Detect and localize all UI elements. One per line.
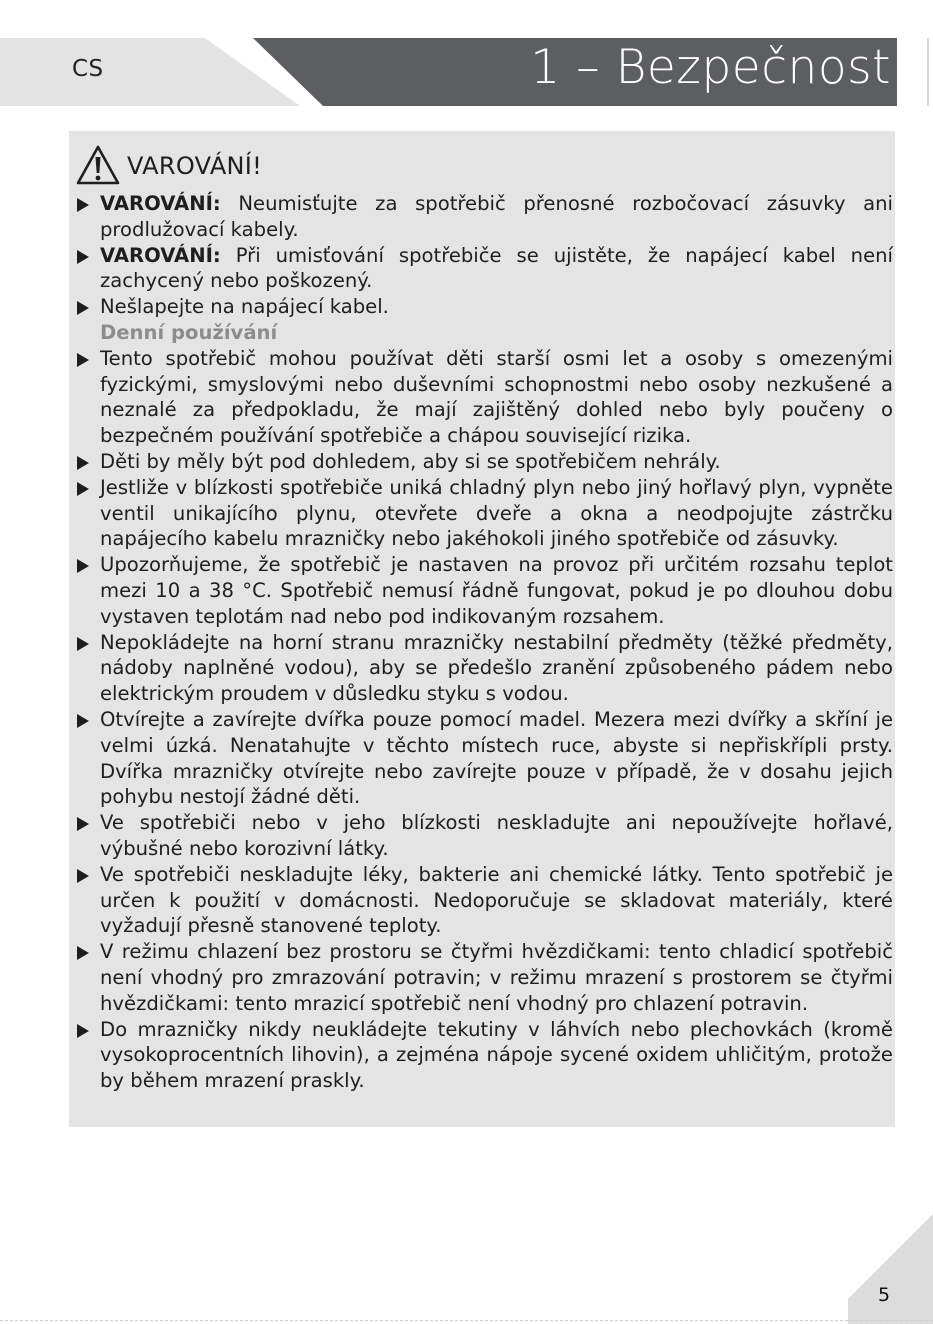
item-text: Neumisťujte za spotřebič přenosné rozbočovací zásuvky ani prodlužovací kabely.: [100, 192, 893, 241]
item-prefix: VAROVÁNÍ:: [100, 243, 221, 267]
list-item: [75, 475, 893, 552]
item-text: Ve spotřebiči nebo v jeho blízkosti neskladujte ani nepoužívejte hořlavé, výbušné nebo korozivní látky.: [100, 811, 893, 860]
bullet-triangle-icon: [77, 250, 89, 264]
item-text: Tento spotřebič mohou používat děti starší osmi let a osoby s omezenými fyzickými, smyslovými nebo duševními schopnostmi nebo osoby nezkušené a neznalé za předpokladu, že mají zajištěný dohled nebo byly poučeny o bezpečném používání spotřebiče a chápou související rizika.: [100, 346, 893, 448]
language-code: CS: [72, 56, 104, 82]
item-text: Upozorňujeme, že spotřebič je nastaven na provoz při určitém rozsahu teplot mezi 10 a 38 °C. Spotřebič nemusí řádně fungovat, pokud je po dlouhou dobu vystaven teplotám nad nebo pod indikovaným rozsahem.: [100, 553, 893, 628]
item-text: V režimu chlazení bez prostoru se čtyřmi hvězdičkami: tento chladicí spotřebič není vhodný pro zmrazování potravin; v režimu mrazení s prostorem se čtyřmi hvězdičkami: tento mrazicí spotřebič není vhodný pro chlazení potravin.: [100, 940, 893, 1015]
page-title: 1 – Bezpečnost: [530, 40, 891, 95]
list-item: [75, 294, 893, 320]
bullet-triangle-icon: [77, 559, 89, 573]
warning-header: [75, 141, 893, 191]
bullet-triangle-icon: [77, 456, 89, 470]
safety-box: [69, 131, 895, 1127]
bullet-triangle-icon: [77, 301, 89, 315]
list-item: [75, 630, 893, 707]
language-tab: [0, 38, 300, 106]
item-text: Otvírejte a zavírejte dvířka pouze pomocí madel. Mezera mezi dvířky a skříní je velmi úzká. Nenatahujte v těchto místech ruce, abyste si nepřiskřípli prsty. Dvířka mrazničky otvírejte nebo zavírejte pouze v případě, že v dosahu jejich pohybu nestojí žádné děti.: [100, 707, 893, 809]
list-item: [75, 191, 893, 243]
item-text: Ve spotřebiči neskladujte léky, bakterie ani chemické látky. Tento spotřebič je určen k použití v domácnosti. Nedoporučuje se skladovat materiály, které vyžadují přesně stanovené teploty.: [100, 862, 893, 938]
bullet-triangle-icon: [77, 869, 89, 883]
warning-list: [75, 191, 893, 320]
bullet-triangle-icon: [77, 1024, 89, 1038]
page-number: 5: [878, 1284, 891, 1306]
item-text: Nešlapejte na napájecí kabel.: [100, 295, 389, 319]
list-item: [75, 707, 893, 810]
list-item: [75, 552, 893, 629]
list-item: [75, 939, 893, 1016]
bullet-triangle-icon: [77, 714, 89, 728]
bullet-triangle-icon: [77, 353, 89, 367]
warning-triangle-icon: [75, 143, 121, 189]
section-subheading: Denní používání: [100, 320, 278, 344]
item-text: Děti by měly být pod dohledem, aby si se spotřebičem nehrály.: [100, 449, 721, 473]
page-corner: [848, 1214, 933, 1324]
list-item: [75, 346, 893, 449]
item-text: Při umisťování spotřebiče se ujistěte, že napájecí kabel není zachycený nebo poškozený.: [100, 243, 893, 293]
bullet-triangle-icon: [77, 946, 89, 960]
item-text: Nepokládejte na horní stranu mrazničky nestabilní předměty (těžké předměty, nádoby naplněné vodou), aby se předešlo zranění způsobeného pádem nebo elektrickým proudem v důsledku styku s vodou.: [100, 630, 893, 706]
list-item: [75, 243, 893, 295]
list-item: [75, 862, 893, 939]
edge-mark: [927, 38, 929, 106]
list-item: [75, 810, 893, 862]
item-text: Do mrazničky nikdy neukládejte tekutiny v láhvích nebo plechovkách (kromě vysokoprocentních lihovin), a zejména nápoje sycené oxidem uhličitým, protože by během mrazení praskly.: [100, 1017, 893, 1093]
item-prefix: VAROVÁNÍ:: [100, 192, 221, 215]
bullet-triangle-icon: [77, 637, 89, 651]
warning-heading: VAROVÁNÍ!: [127, 152, 263, 180]
daily-use-list: [75, 346, 893, 1094]
bullet-triangle-icon: [77, 817, 89, 831]
list-item: [75, 449, 893, 475]
list-item: [75, 1017, 893, 1094]
item-text: Jestliže v blízkosti spotřebiče uniká chladný plyn nebo jiný hořlavý plyn, vypněte ventil unikajícího plynu, otevřete dveře a okna a neodpojujte zástrčku napájecího kabelu mrazničky nebo jakéhokoli jiného spotřebiče od zásuvky.: [100, 475, 893, 551]
bullet-triangle-icon: [77, 198, 89, 212]
bullet-triangle-icon: [77, 482, 89, 496]
bottom-cut-line: [0, 1320, 933, 1321]
